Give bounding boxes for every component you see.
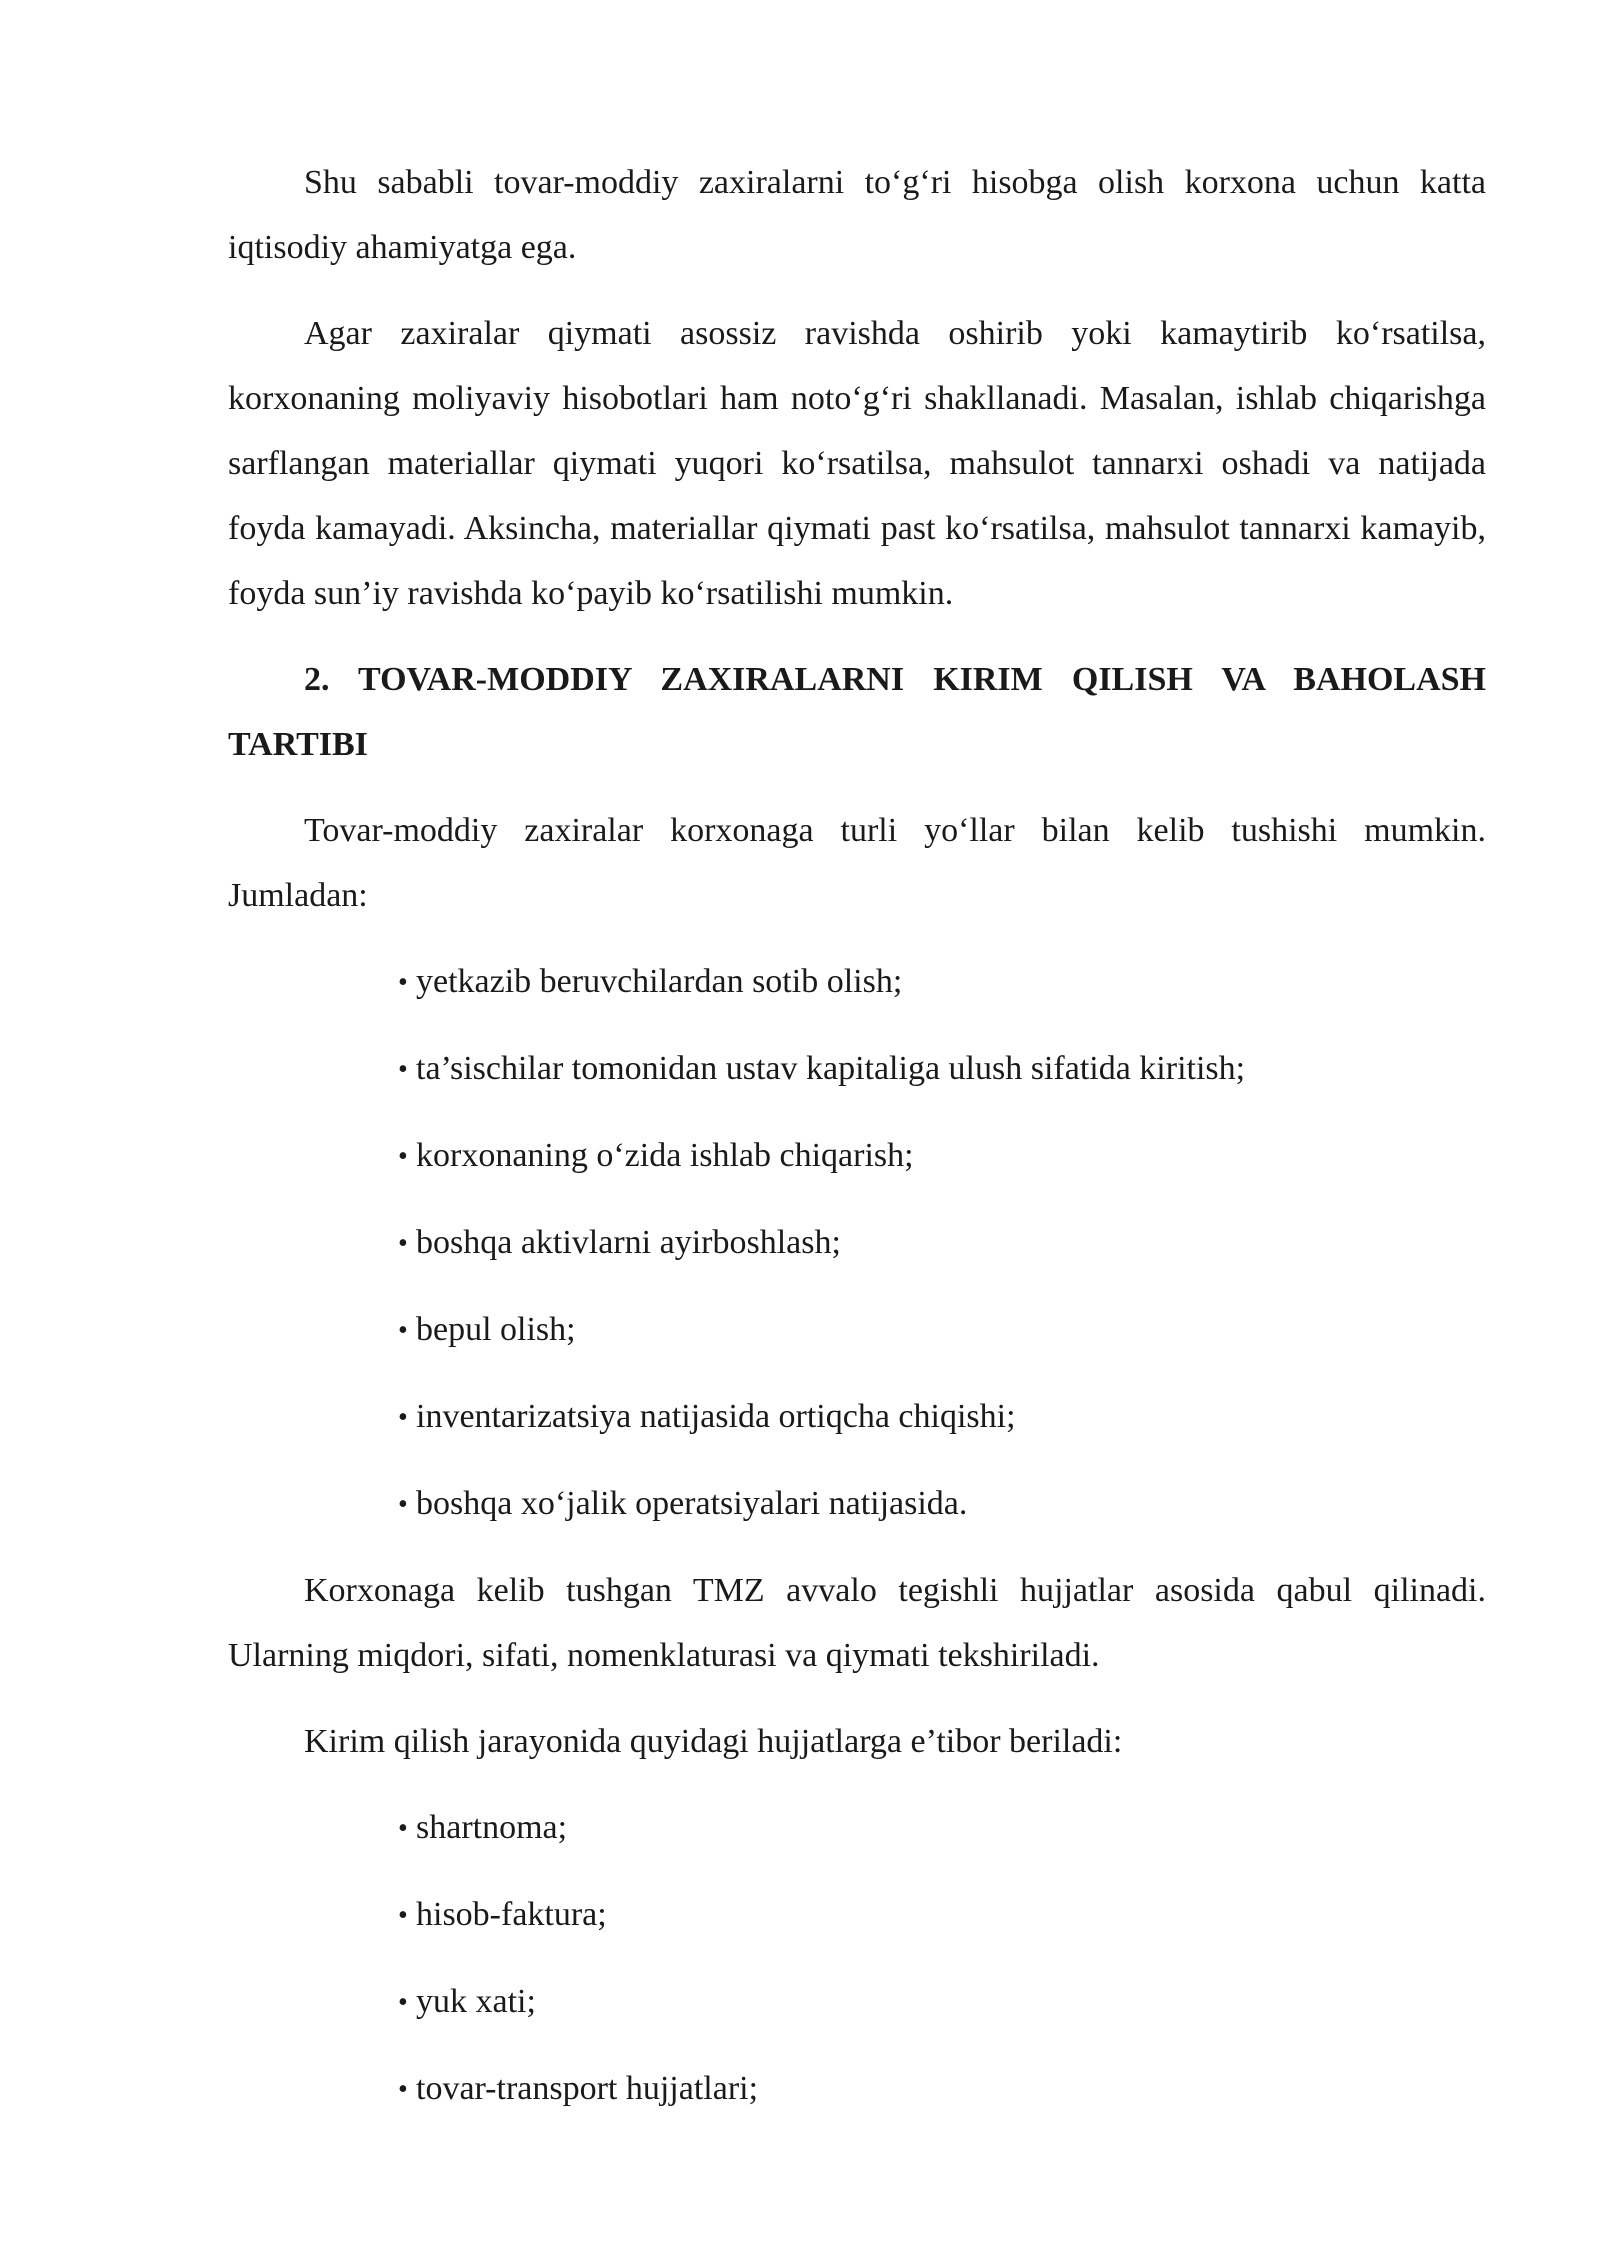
bullet-icon: •	[398, 1489, 408, 1520]
list-item-text: korxonaning o‘zida ishlab chiqarish;	[416, 1137, 914, 1174]
bullet-icon: •	[398, 1054, 408, 1085]
receipt-ways-list	[228, 949, 1486, 1537]
list-item-text: inventarizatsiya natijasida ortiqcha chiqishi;	[416, 1398, 1016, 1435]
paragraph-documents-intro: Kirim qilish jarayonida quyidagi hujjatlarga e’tibor beriladi:	[304, 1723, 1123, 1760]
section-heading: 2. TOVAR-MODDIY ZAXIRALARNI KIRIM QILISH VA BAHOLASH TARTIBI	[228, 661, 1486, 763]
bullet-icon: •	[398, 2074, 408, 2105]
bullet-icon: •	[398, 1813, 408, 1844]
list-item-text: tovar-transport hujjatlari;	[416, 2070, 759, 2107]
bullet-icon: •	[398, 1900, 408, 1931]
list-item-text: ta’sischilar tomonidan ustav kapitaliga ulush sifatida kiritish;	[416, 1050, 1246, 1087]
paragraph-acceptance: Korxonaga kelib tushgan TMZ avvalo tegishli hujjatlar asosida qabul qilinadi. Ularning miqdori, sifati, nomenklaturasi va qiymati tekshiriladi.	[228, 1572, 1486, 1674]
list-item	[398, 1123, 1486, 1189]
list-item-text: bepul olish;	[416, 1311, 576, 1348]
bullet-icon: •	[398, 1141, 408, 1172]
list-item-text: shartnoma;	[416, 1809, 568, 1846]
list-item	[398, 1969, 1486, 2035]
bullet-icon: •	[398, 1228, 408, 1259]
bullet-icon: •	[398, 1987, 408, 2018]
bullet-icon: •	[398, 967, 408, 998]
paragraph-valuation-effect: Agar zaxiralar qiymati asossiz ravishda oshirib yoki kamaytirib ko‘rsatilsa, korxonaning moliyaviy hisobotlari ham noto‘g‘ri shakllanadi. Masalan, ishlab chiqarishga sarflangan materiallar qiymati yuqori ko‘rsatilsa, mahsulot tannarxi oshadi va natijada foyda kamayadi. Aksincha, materiallar qiymati past ko‘rsatilsa, mahsulot tannarxi kamayib, foyda sun’iy ravishda ko‘payib ko‘rsatilishi mumkin.	[228, 315, 1486, 612]
list-item	[398, 949, 1486, 1015]
documents-list	[228, 1795, 1486, 2122]
list-item	[398, 1471, 1486, 1537]
list-item	[398, 1882, 1486, 1948]
document-page	[228, 150, 1486, 2143]
list-item	[398, 1297, 1486, 1363]
list-item-text: yetkazib beruvchilardan sotib olish;	[416, 963, 903, 1000]
list-item	[398, 1384, 1486, 1450]
list-item	[398, 1210, 1486, 1276]
list-item	[398, 1036, 1486, 1102]
list-item	[398, 2056, 1486, 2122]
list-item	[398, 1795, 1486, 1861]
list-item-text: boshqa aktivlarni ayirboshlash;	[416, 1224, 841, 1261]
bullet-icon: •	[398, 1402, 408, 1433]
bullet-icon: •	[398, 1315, 408, 1346]
list-item-text: yuk xati;	[416, 1983, 536, 2020]
paragraph-intro: Shu sababli tovar-moddiy zaxiralarni to‘g‘ri hisobga olish korxona uchun katta iqtisodiy ahamiyatga ega.	[228, 164, 1486, 266]
list-item-text: boshqa xo‘jalik operatsiyalari natijasida.	[416, 1485, 968, 1522]
list-item-text: hisob-faktura;	[416, 1896, 607, 1933]
paragraph-receipt-ways: Tovar-moddiy zaxiralar korxonaga turli yo‘llar bilan kelib tushishi mumkin. Jumladan:	[228, 812, 1486, 914]
